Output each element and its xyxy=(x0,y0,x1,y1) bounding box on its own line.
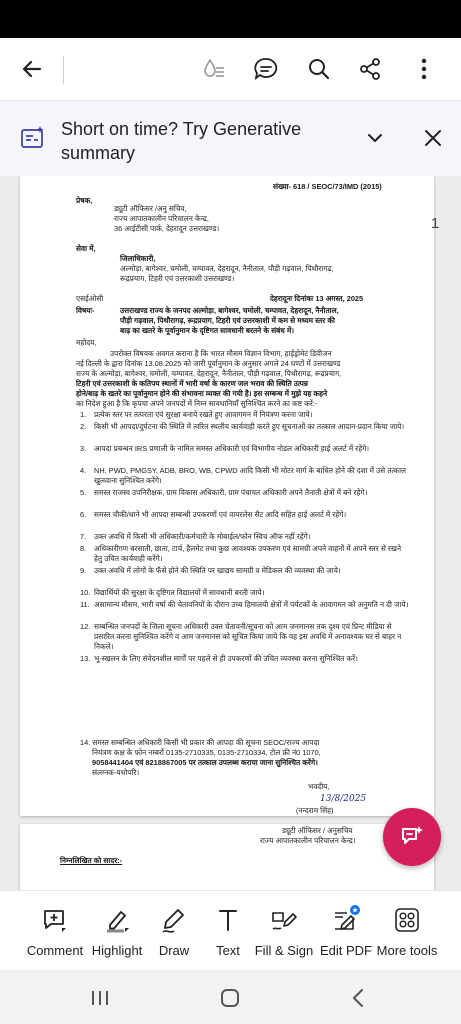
sign-title1: ड्यूटी ऑफिसर / अनुसचिव xyxy=(282,826,353,835)
share-button[interactable] xyxy=(348,38,392,100)
recents-icon xyxy=(89,988,111,1008)
enclosure-line: संलग्नक-यथोपरि। xyxy=(92,768,140,777)
office-code: एसईओसी xyxy=(76,294,104,303)
back-button[interactable] xyxy=(10,38,54,100)
highlighter-icon xyxy=(102,905,132,935)
close-icon[interactable] xyxy=(420,125,446,151)
fill-sign-icon xyxy=(269,905,299,935)
body-line: टिहरी एवं उत्तरकाशी के कतिपय स्थानों में भारी वर्षा के कारण जल भराव की स्थिति उत्पन्न xyxy=(76,379,308,388)
ai-assistant-icon xyxy=(253,56,279,82)
pen-draw-icon xyxy=(159,905,189,935)
pdf-page-1-footer xyxy=(20,824,434,890)
document-viewer[interactable] xyxy=(0,176,461,890)
item-14-line: 14. समस्त सम्बन्धित अधिकारी किसी भी प्रकार की आपदा की सूचना SEOC/राज्य आपदा xyxy=(80,738,320,747)
tool-label: Comment xyxy=(26,943,84,958)
liquid-mode-button[interactable] xyxy=(192,38,236,100)
subject-line: बाढ़ का खतरे के पूर्वानुमान के दृष्टिगत सावधानी बरतने के संबंध में। xyxy=(120,326,295,335)
sender-line2: राज्य आपातकालीन परिचालन केन्द्र, xyxy=(114,214,209,223)
sign-regards: भवदीय, xyxy=(308,782,330,791)
body-line: राज्य के अल्मोड़ा, बागेश्वर, चमोली, चम्पावत, देहरादून, नैनीताल, पौड़ी गढ़वाल, पिथौरागढ़, रूद्रप्रयाग, xyxy=(76,369,342,378)
tool-edit-pdf[interactable] xyxy=(318,905,374,965)
sender-label: प्रेषक, xyxy=(76,196,93,205)
search-icon xyxy=(307,57,331,81)
edit-pdf-icon xyxy=(331,905,361,935)
tool-label: Fill & Sign xyxy=(254,943,314,958)
tool-label: Text xyxy=(216,943,240,958)
banner-text: Short on time? Try Generative summary xyxy=(61,119,302,163)
tool-label: Edit PDF xyxy=(319,943,372,958)
tool-draw[interactable] xyxy=(152,905,196,965)
body-line: उपरोक्त विषयक अवगत कराना है कि भारत मौसम विज्ञान विभाग, हाईड्रोमेट डिवीजन xyxy=(110,349,332,358)
ref-number: संख्या- 618 / SEOC/73/IMD (2015) xyxy=(273,182,382,191)
home-button[interactable] xyxy=(210,984,250,1012)
comment-add-icon xyxy=(40,905,70,935)
ai-chat-fab[interactable] xyxy=(383,808,441,866)
letter-date: देहरादूनः दिनांकः 13 अगस्त, 2025 xyxy=(270,294,364,303)
grid-more-icon xyxy=(392,905,422,935)
recents-button[interactable] xyxy=(80,984,120,1012)
tool-label: More tools xyxy=(376,943,438,958)
more-options-button[interactable] xyxy=(402,38,446,100)
status-bar xyxy=(0,0,461,38)
to-label: सेवा में, xyxy=(76,244,96,253)
arrow-left-icon xyxy=(20,57,44,81)
tool-more-tools[interactable] xyxy=(374,905,440,965)
top-toolbar xyxy=(0,38,461,100)
salutation: महोदय, xyxy=(76,338,97,347)
footer-line: निम्नलिखित को सादर:- xyxy=(60,856,123,865)
subject-label: विषयः- xyxy=(76,306,95,315)
toolbar-divider xyxy=(63,56,64,84)
sender-line1: ड्यूटी ऑफिसर /अनु सचिव, xyxy=(114,204,187,213)
generative-summary-icon xyxy=(20,125,46,151)
body-line: का निदेश हुआ है कि कृपया अपने जनपदों में निम्न सावधानियाँ सुनिश्चित करने का कष्ट करें:- xyxy=(76,399,318,408)
share-icon xyxy=(358,57,382,81)
tool-highlight[interactable] xyxy=(88,905,146,965)
ai-chat-icon xyxy=(398,823,426,851)
nav-back-icon xyxy=(348,987,368,1009)
tool-label: Highlight xyxy=(91,943,143,958)
sender-line3: 36 आईटीसी पार्क, देहरादून उत्तराखण्ड। xyxy=(114,224,220,233)
handwritten-signature: 13/8/2025 xyxy=(320,794,367,804)
liquid-mode-icon xyxy=(201,56,227,82)
to-line1: अल्मोड़ा, बागेश्वर, चमोली, चम्पावत, देहरादून, नैनीताल, पौड़ी गढ़वाल, पिथौरागढ़, xyxy=(120,264,334,273)
tool-text[interactable] xyxy=(208,905,248,965)
to-title: जिलाधिकारी, xyxy=(120,254,156,263)
body-line: नई दिल्ली के द्वारा दिनांक 13.08.2025 को जारी पूर्वानुमान के अनुसार अगले 24 घण्टों में उत्तराखण्ड xyxy=(76,359,341,368)
item-14-line: 9058441404 एवं 8218867005 पर तत्काल उपलब्ध कराया जाना सुनिश्चित करेंगे। xyxy=(92,758,318,767)
generative-summary-banner[interactable] xyxy=(0,100,461,176)
tool-label: Draw xyxy=(158,943,190,958)
body-line: होने/बाढ़ के खतरे का पूर्वानुमान होने की संभावना व्यक्त की गयी है। इस सम्बन्ध में मुझे यह कहने xyxy=(76,389,328,398)
item-14-line: नियंत्रण कक्ष के फोन नम्बरों 0135-2710335, 0135-2710334, टोल फ्री नं0 1070, xyxy=(92,748,321,757)
sign-name: (नन्दराम सिंह) xyxy=(296,806,334,815)
nav-back-button[interactable] xyxy=(338,984,378,1012)
pdf-page-1: संख्या- 618 / SEOC/73/IMD (2015) प्रेषक, ड्यूटी ऑफिसर /अनु सचिव, राज्य आपातकालीन परिचालन केन्द्र, 36 आईटीसी पार्क, देहरादून उत्तराखण्ड। सेवा में, जिलाधिकारी, अल्मोड़ा, बागेश्वर, चमोली, चम्पावत, देहरादून, नैनीताल, पौड़ी गढ़वाल, पिथौरागढ़, रूद्रप्रयाग, टिहरी एवं उत्तरकाशी उत्तराखण्ड। एसईओसी देहरादूनः दिनांकः 13 अगस्त, 2025 विषयः- उत्तराखण्ड राज्य के जनपद अल्मोड़ा, बागेश्वर, चमोली, चम्पावत, देहरादून, नैनीताल, पौड़ी गढ़वाल, पिथौरागढ़, रूद्रप्रयाग, टिहरी एवं उत्तरकाशी में कम से मध्यम स्तर की बाढ़ का खतरे के पूर्वानुमान के दृष्टिगत सावधानी बरतने के संबंध में। महोदय, उपरोक्त विषयक अवगत कराना है कि भारत मौसम विज्ञान विभाग, हाईड्रोमेट डिवीजन नई दिल्ली के द्वारा दिनांक 13.08.2025 को जारी पूर्वानुमान के अनुसार अगले 24 घण्टों में उत्तराखण्ड राज्य के अल्मोड़ा, बागेश्वर, चमोली, चम्पावत, देहरादून, नैनीताल, पौड़ी गढ़वाल, पिथौरागढ़, रूद्रप्रयाग, टिहरी एवं उत्तरकाशी के कतिपय स्थानों में भारी वर्षा के कारण जल भराव की स्थिति उत्पन्न होने/बाढ़ के खतरे का पूर्वानुमान होने की संभावना व्यक्त की गयी है। इस सम्बन्ध में मुझे यह कहने का निदेश हुआ है कि कृपया अपने जनपदों में निम्न सावधानियाँ सुनिश्चित करने का कष्ट करें:- 1. प्रत्येक स्तर पर तत्परता एवं सुरक्षा बनाये रखते हुए आवागमन में नियंत्रण करना जाये। 2. किसी भी आपदा/दुर्घटना की स्थिति में त्वरित स्थलीय कार्यवाही करते हुए सूचनाओं का तत्काल आदान-प्रदान किया जाये। 3. आपदा प्रबन्धन IRS प्रणाली के नामित समस्त अधिकारी एवं विभागीय नोडल अधिकारी हाई अलर्ट में रहेंगे। 4. NH, PWD, PMGSY, ADB, BRO, WB, CPWD आदि किसी भी मोटर मार्ग के बाधित होने की दशा में उसे तत्काल खुलवाना सुनिश्चित करेंगे। 5. समस्त राजस्व उपनिरीक्षक, ग्राम विकास अधिकारी, ग्राम पंचायत अधिकारी अपने तैनाती क्षेत्रों में बने रहेंगे। 6. समस्त चौकी/थाने भी आपदा सम्बन्धी उपकरणों एवं वायरलेस सैट आदि सहित हाई अलर्ट में रहेंगे। 7. उक्त अवधि में किसी भी अधिकारी/कर्मचारी के मोबाईल/फोन स्विच ऑफ नहीं रहेंगे। 8. अधिकारीगण बरसाती, छाता, टार्च, हैलमेट तथा कुछ आवश्यक उपकरण एवं सामग्री अपने वाहनों में अपने स्तर से रखने हेतु उचित कार्यवाही करेंगे। 9. उक्त अवधि में लोगों के फँसे होने की स्थिति पर खाद्यय सामग्री व मेडिकल की व्यवस्था की जाये। 10. विद्यार्थियों की सुरक्षा के दृष्टिगत विद्यालयों में सावधानी बरती जाये। 11. असामान्य मौसम, भारी वर्षा की चेतावनियों के दौरान उच्च हिमालयी क्षेत्रों में पर्यटकों के आवागमन को अनुमति न दी जाये। 12. सम्बन्धित जनपदों के जिला सूचना अधिकारी उक्त चेतावनी/सूचना को आम जनमानस तक दृश्य एवं प्रिन्ट मीडिया से प्रसारित करना सुनिश्चित करेंगे व आम जनमानस को सूचित किया जाये कि वह इस अवधि में अनावश्यक घर से बाहर न निकले। 13. भू-स्खलन के लिए संवेदनशील मार्गों पर पहले से ही उपकरणों की उचित व्यवस्था करना सुनिश्चित करें। 14. समस्त सम्बन्धित अधिकारी किसी भी प्रकार की आपदा की सूचना SEOC/राज्य आपदा नियंत्रण कक्ष के फोन नम्बरों 0135-2710335, 0135-2710334, टोल फ्री नं0 1070, 9058441404 एवं 8218867005 पर तत्काल उपलब्ध कराया जाना सुनिश्चित करेंगे। संलग्नक-यथोपरि। भवदीय, 13/8/2025 (नन्दराम सिंह) xyxy=(20,176,434,816)
search-button[interactable] xyxy=(297,38,341,100)
bottom-tools-bar xyxy=(0,890,461,970)
home-icon xyxy=(219,987,241,1009)
more-vertical-icon xyxy=(420,57,428,81)
tool-comment[interactable] xyxy=(24,905,86,965)
subject-line: उत्तराखण्ड राज्य के जनपद अल्मोड़ा, बागेश्वर, चमोली, चम्पावत, देहरादून, नैनीताल, xyxy=(120,306,339,315)
sign-title2: राज्य आपातकालीन परिचालन केन्द्र। xyxy=(260,836,356,845)
page-number-indicator: 1 xyxy=(430,215,440,232)
chevron-down-icon[interactable] xyxy=(362,125,388,151)
ai-assistant-button[interactable] xyxy=(244,38,288,100)
to-line2: रूद्रप्रयाग, टिहरी एवं उत्तरकाशी उत्तराखण्ड। xyxy=(120,274,235,283)
subject-line: पौड़ी गढ़वाल, पिथौरागढ़, रूद्रप्रयाग, टिहरी एवं उत्तरकाशी में कम से मध्यम स्तर की xyxy=(120,316,335,325)
tool-fill-sign[interactable] xyxy=(254,905,314,965)
text-icon xyxy=(213,905,243,935)
system-nav-bar xyxy=(0,970,461,1024)
